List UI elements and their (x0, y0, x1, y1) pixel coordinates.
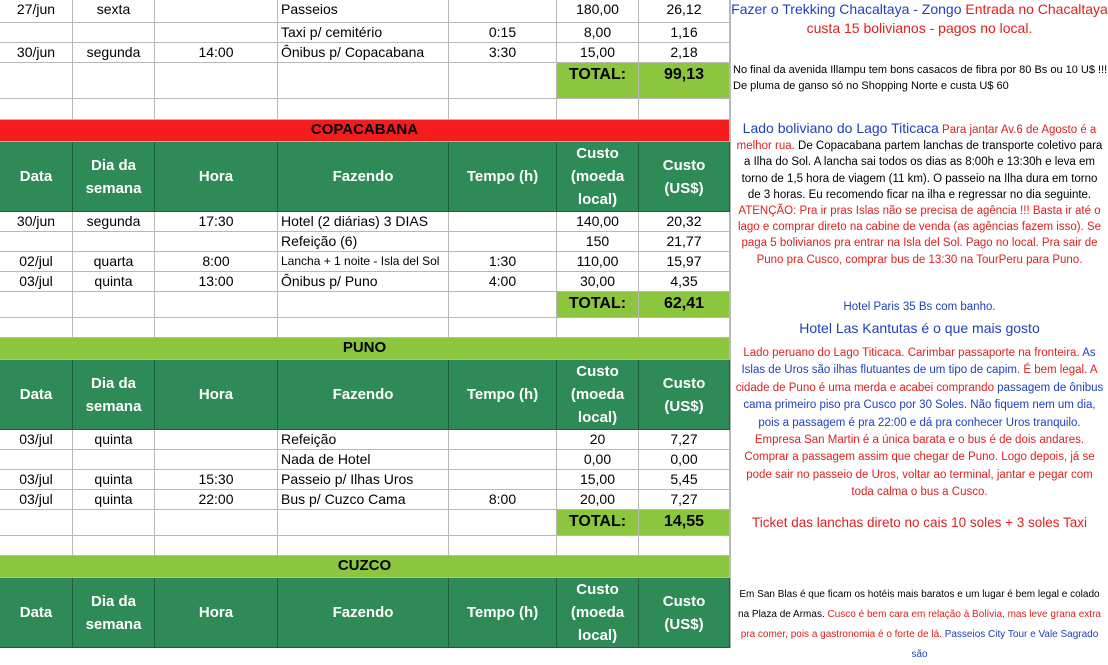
cell-duration[interactable]: 1:30 (449, 252, 557, 272)
cell-doing[interactable]: Passeio p/ Ilhas Uros (278, 470, 449, 490)
note-chacaltaya[interactable] (731, 0, 1108, 40)
empty-cell[interactable] (155, 536, 278, 556)
section-title-copacabana[interactable]: COPACABANA (0, 120, 730, 142)
header-date[interactable]: Data (0, 142, 73, 212)
empty-cell[interactable] (73, 63, 155, 99)
note-bolivian-lake-dinner: Para jantar Av.6 de Agosto é a melhor rua. (736, 124, 1097, 153)
header-day[interactable]: Dia da semana (73, 578, 155, 648)
cell-date[interactable]: 02/jul (0, 252, 73, 272)
total-value[interactable]: 14,55 (639, 510, 730, 536)
note-cusco-b: Cusco é bem cara em relação à Bolívia, mas leve grana extra pra comer, pois a gastronomia é o forte de lá. (740, 609, 1101, 640)
header-day[interactable]: Dia da semana (73, 142, 155, 212)
empty-cell[interactable] (73, 318, 155, 338)
empty-cell[interactable] (155, 318, 278, 338)
cell-cost-local[interactable]: 15,00 (557, 470, 639, 490)
cell-day[interactable]: quinta (73, 272, 155, 292)
cell-cost-usd[interactable]: 15,97 (639, 252, 730, 272)
empty-cell[interactable] (557, 99, 639, 120)
header-duration[interactable]: Tempo (h) (449, 578, 557, 648)
cell-cost-usd[interactable]: 5,45 (639, 470, 730, 490)
empty-cell[interactable] (449, 318, 557, 338)
cell-date[interactable] (0, 23, 73, 43)
cell-doing[interactable]: Ônibus p/ Puno (278, 272, 449, 292)
empty-cell[interactable] (0, 510, 73, 536)
cell-duration[interactable]: 8:00 (449, 490, 557, 510)
header-date[interactable]: Data (0, 360, 73, 430)
cell-time[interactable]: 17:30 (155, 212, 278, 232)
cell-duration[interactable]: 0:15 (449, 23, 557, 43)
cell-time[interactable] (155, 0, 278, 23)
empty-cell[interactable] (73, 510, 155, 536)
empty-cell[interactable] (449, 536, 557, 556)
header-doing[interactable]: Fazendo (278, 360, 449, 430)
cell-cost-local[interactable]: 30,00 (557, 272, 639, 292)
note-lanchas-ticket[interactable] (731, 512, 1108, 534)
note-hotel-kantutas[interactable] (731, 318, 1108, 338)
note-bolivian-lake-boats: De Copacabana partem lanchas de transporte coletivo para a Ilha do Sol. A lancha sai todos os dias as 8:00h e 13:30h e leva em torno de 1,5 hora de viagem (11 km). O passeio na Ilha dura em torno de 3 horas. Eu recomendo ficar na ilha e regressar no dia seguinte. (741, 140, 1103, 201)
cell-time[interactable]: 22:00 (155, 490, 278, 510)
header-duration[interactable]: Tempo (h) (449, 360, 557, 430)
header-cost-usd[interactable]: Custo (US$) (639, 578, 730, 648)
note-chacaltaya-fee: Entrada no Chacaltaya custa 15 bolivianos - pagos no local. (806, 1, 1108, 36)
note-bolivian-lake-attention: ATENÇÃO: Pra ir pras Islas não se precisa de agência !!! Basta ir até o lago e comprar direto na cabine de venda (as agências fazem isso). Se paga 5 bolivianos pra entrar na Isla del Sol. Pago no local. Pra sair de Puno pra Cusco, comprar bus de 13:30 na TourPeru para Puno. (737, 205, 1102, 266)
note-lanchas-ticket-text: Ticket das lanchas direto no cais 10 soles + 3 soles Taxi (751, 515, 1088, 530)
cell-time[interactable]: 8:00 (155, 252, 278, 272)
cell-duration[interactable] (449, 212, 557, 232)
total-value[interactable]: 99,13 (639, 63, 730, 99)
empty-cell[interactable] (449, 99, 557, 120)
cell-duration[interactable] (449, 430, 557, 450)
note-bolivian-lake[interactable] (731, 120, 1108, 292)
cell-day[interactable]: quinta (73, 490, 155, 510)
cell-doing[interactable]: Refeição (278, 430, 449, 450)
cell-date[interactable]: 03/jul (0, 272, 73, 292)
cell-duration[interactable]: 3:30 (449, 43, 557, 63)
cell-date[interactable]: 30/jun (0, 43, 73, 63)
empty-cell[interactable] (155, 510, 278, 536)
cell-doing[interactable]: Hotel (2 diárias) 3 DIAS (278, 212, 449, 232)
cell-day[interactable]: quinta (73, 470, 155, 490)
note-peruvian-lake-b: As Islas de Uros são ilhas flutuantes de um tipo de capim. (741, 347, 1096, 377)
header-duration[interactable]: Tempo (h) (449, 142, 557, 212)
total-value[interactable]: 62,41 (639, 292, 730, 318)
empty-cell[interactable] (639, 536, 730, 556)
cell-date[interactable]: 03/jul (0, 490, 73, 510)
cell-time[interactable]: 13:00 (155, 272, 278, 292)
cell-cost-usd[interactable]: 4,35 (639, 272, 730, 292)
header-cost-local[interactable]: Custo (moeda local) (557, 142, 639, 212)
cell-time[interactable]: 14:00 (155, 43, 278, 63)
cell-day[interactable]: segunda (73, 212, 155, 232)
note-jackets[interactable] (731, 62, 1108, 98)
cell-cost-local[interactable]: 140,00 (557, 212, 639, 232)
cell-duration[interactable]: 4:00 (449, 272, 557, 292)
empty-cell[interactable] (449, 292, 557, 318)
empty-cell[interactable] (278, 63, 449, 99)
header-cost-local[interactable]: Custo (moeda local) (557, 360, 639, 430)
empty-cell[interactable] (73, 99, 155, 120)
empty-cell[interactable] (155, 292, 278, 318)
cell-doing[interactable]: Lancha + 1 noite - Isla del Sol (278, 252, 449, 272)
total-label[interactable]: TOTAL: (557, 292, 639, 318)
total-label[interactable]: TOTAL: (557, 510, 639, 536)
header-time[interactable]: Hora (155, 360, 278, 430)
cell-day[interactable] (73, 23, 155, 43)
cell-day[interactable]: sexta (73, 0, 155, 23)
cell-day[interactable]: quarta (73, 252, 155, 272)
cell-date[interactable] (0, 450, 73, 470)
empty-cell[interactable] (557, 536, 639, 556)
cell-duration[interactable] (449, 470, 557, 490)
cell-cost-local[interactable]: 20 (557, 430, 639, 450)
cell-doing[interactable]: Ônibus p/ Copacabana (278, 43, 449, 63)
note-cusco-a: Em San Blas é que ficam os hotéis mais baratos e um lugar é bem legal e colado na Plaza de Armas. (738, 589, 1100, 620)
cell-time[interactable] (155, 23, 278, 43)
note-hotel-kantutas-text: Hotel Las Kantutas é o que mais gosto (799, 320, 1040, 336)
note-bolivian-lake-title: Lado boliviano do Lago Titicaca (742, 120, 939, 136)
empty-cell[interactable] (278, 99, 449, 120)
header-time[interactable]: Hora (155, 142, 278, 212)
cell-day[interactable] (73, 232, 155, 252)
empty-cell[interactable] (278, 536, 449, 556)
cell-time[interactable] (155, 450, 278, 470)
empty-cell[interactable] (449, 63, 557, 99)
cell-date[interactable]: 03/jul (0, 470, 73, 490)
cell-cost-local[interactable]: 180,00 (557, 0, 639, 23)
cell-duration[interactable] (449, 450, 557, 470)
cell-cost-local[interactable]: 110,00 (557, 252, 639, 272)
cell-date[interactable]: 03/jul (0, 430, 73, 450)
cell-cost-usd[interactable]: 7,27 (639, 490, 730, 510)
cell-duration[interactable] (449, 232, 557, 252)
cell-time[interactable] (155, 430, 278, 450)
cell-cost-local[interactable]: 15,00 (557, 43, 639, 63)
cell-time[interactable]: 15:30 (155, 470, 278, 490)
note-peruvian-lake-d: passagem de ônibus cama primeiro piso pra Cusco por 30 Soles. Não fiquem nem um dia, pois a passagem é pra 22:00 e dá pra conhecer Uros tranquilo. (743, 381, 1104, 429)
note-chacaltaya-trek: Fazer o Trekking Chacaltaya - Zongo (731, 1, 962, 17)
empty-cell[interactable] (0, 63, 73, 99)
note-cusco-c: Passeios City Tour e Vale Sagrado são (911, 629, 1099, 660)
cell-day[interactable] (73, 450, 155, 470)
note-jackets-text: No final da avenida Illampu tem bons casacos de fibra por 80 Bs ou 10 U$ !!! De pluma de ganso só no Shopping Norte e custa U$ 60 (733, 64, 1108, 92)
cell-cost-usd[interactable]: 7,27 (639, 430, 730, 450)
header-doing[interactable]: Fazendo (278, 578, 449, 648)
empty-cell[interactable] (0, 536, 73, 556)
empty-cell[interactable] (73, 536, 155, 556)
cell-cost-local[interactable]: 8,00 (557, 23, 639, 43)
note-cusco[interactable] (731, 585, 1108, 660)
cell-cost-local[interactable]: 20,00 (557, 490, 639, 510)
cell-doing[interactable]: Passeios (278, 0, 449, 23)
note-peruvian-lake[interactable] (731, 345, 1108, 503)
cell-day[interactable]: segunda (73, 43, 155, 63)
empty-cell[interactable] (0, 292, 73, 318)
empty-cell[interactable] (0, 318, 73, 338)
cell-cost-local[interactable]: 150 (557, 232, 639, 252)
header-date[interactable]: Data (0, 578, 73, 648)
empty-cell[interactable] (155, 63, 278, 99)
cell-cost-usd[interactable]: 21,77 (639, 232, 730, 252)
cell-cost-usd[interactable]: 26,12 (639, 0, 730, 23)
empty-cell[interactable] (278, 318, 449, 338)
empty-cell[interactable] (155, 99, 278, 120)
cell-date[interactable]: 30/jun (0, 212, 73, 232)
cell-doing[interactable]: Nada de Hotel (278, 450, 449, 470)
cell-doing[interactable]: Refeição (6) (278, 232, 449, 252)
empty-cell[interactable] (278, 510, 449, 536)
cell-doing[interactable]: Bus p/ Cuzco Cama (278, 490, 449, 510)
empty-cell[interactable] (639, 318, 730, 338)
note-peruvian-lake-a: Lado peruano do Lago Titicaca. Carimbar passaporte na fronteira. (743, 347, 1080, 359)
cell-day[interactable]: quinta (73, 430, 155, 450)
cell-cost-usd[interactable]: 1,16 (639, 23, 730, 43)
note-hotel-paris-text: Hotel Paris 35 Bs com banho. (843, 301, 996, 313)
cell-cost-local[interactable]: 0,00 (557, 450, 639, 470)
cell-date[interactable]: 27/jun (0, 0, 73, 23)
empty-cell[interactable] (73, 292, 155, 318)
header-doing[interactable]: Fazendo (278, 142, 449, 212)
header-cost-usd[interactable]: Custo (US$) (639, 142, 730, 212)
note-peruvian-lake-e: Empresa San Martin é a única barata e o bus é de dois andares. Comprar a passagem assim que chegar de Puno. Logo depois, já se pode sair no passeio de Uros, voltar ao terminal, jantar e pegar com toda calma o bus a Cusco. (744, 434, 1095, 499)
cell-time[interactable] (155, 232, 278, 252)
header-day[interactable]: Dia da semana (73, 360, 155, 430)
note-hotel-paris[interactable] (731, 298, 1108, 316)
section-title-puno[interactable]: PUNO (0, 338, 730, 360)
empty-cell[interactable] (449, 510, 557, 536)
cell-date[interactable] (0, 232, 73, 252)
total-label[interactable]: TOTAL: (557, 63, 639, 99)
empty-cell[interactable] (278, 292, 449, 318)
header-cost-local[interactable]: Custo (moeda local) (557, 578, 639, 648)
header-time[interactable]: Hora (155, 578, 278, 648)
cell-cost-usd[interactable]: 2,18 (639, 43, 730, 63)
cell-cost-usd[interactable]: 20,32 (639, 212, 730, 232)
cell-doing[interactable]: Taxi p/ cemitério (278, 23, 449, 43)
cell-cost-usd[interactable]: 0,00 (639, 450, 730, 470)
empty-cell[interactable] (0, 99, 73, 120)
section-title-cuzco[interactable]: CUZCO (0, 556, 730, 578)
header-cost-usd[interactable]: Custo (US$) (639, 360, 730, 430)
note-peruvian-lake-c: É bem legal. A cidade de Puno é uma merda e acabei comprando (735, 364, 1098, 394)
cell-duration[interactable] (449, 0, 557, 23)
empty-cell[interactable] (639, 99, 730, 120)
empty-cell[interactable] (557, 318, 639, 338)
